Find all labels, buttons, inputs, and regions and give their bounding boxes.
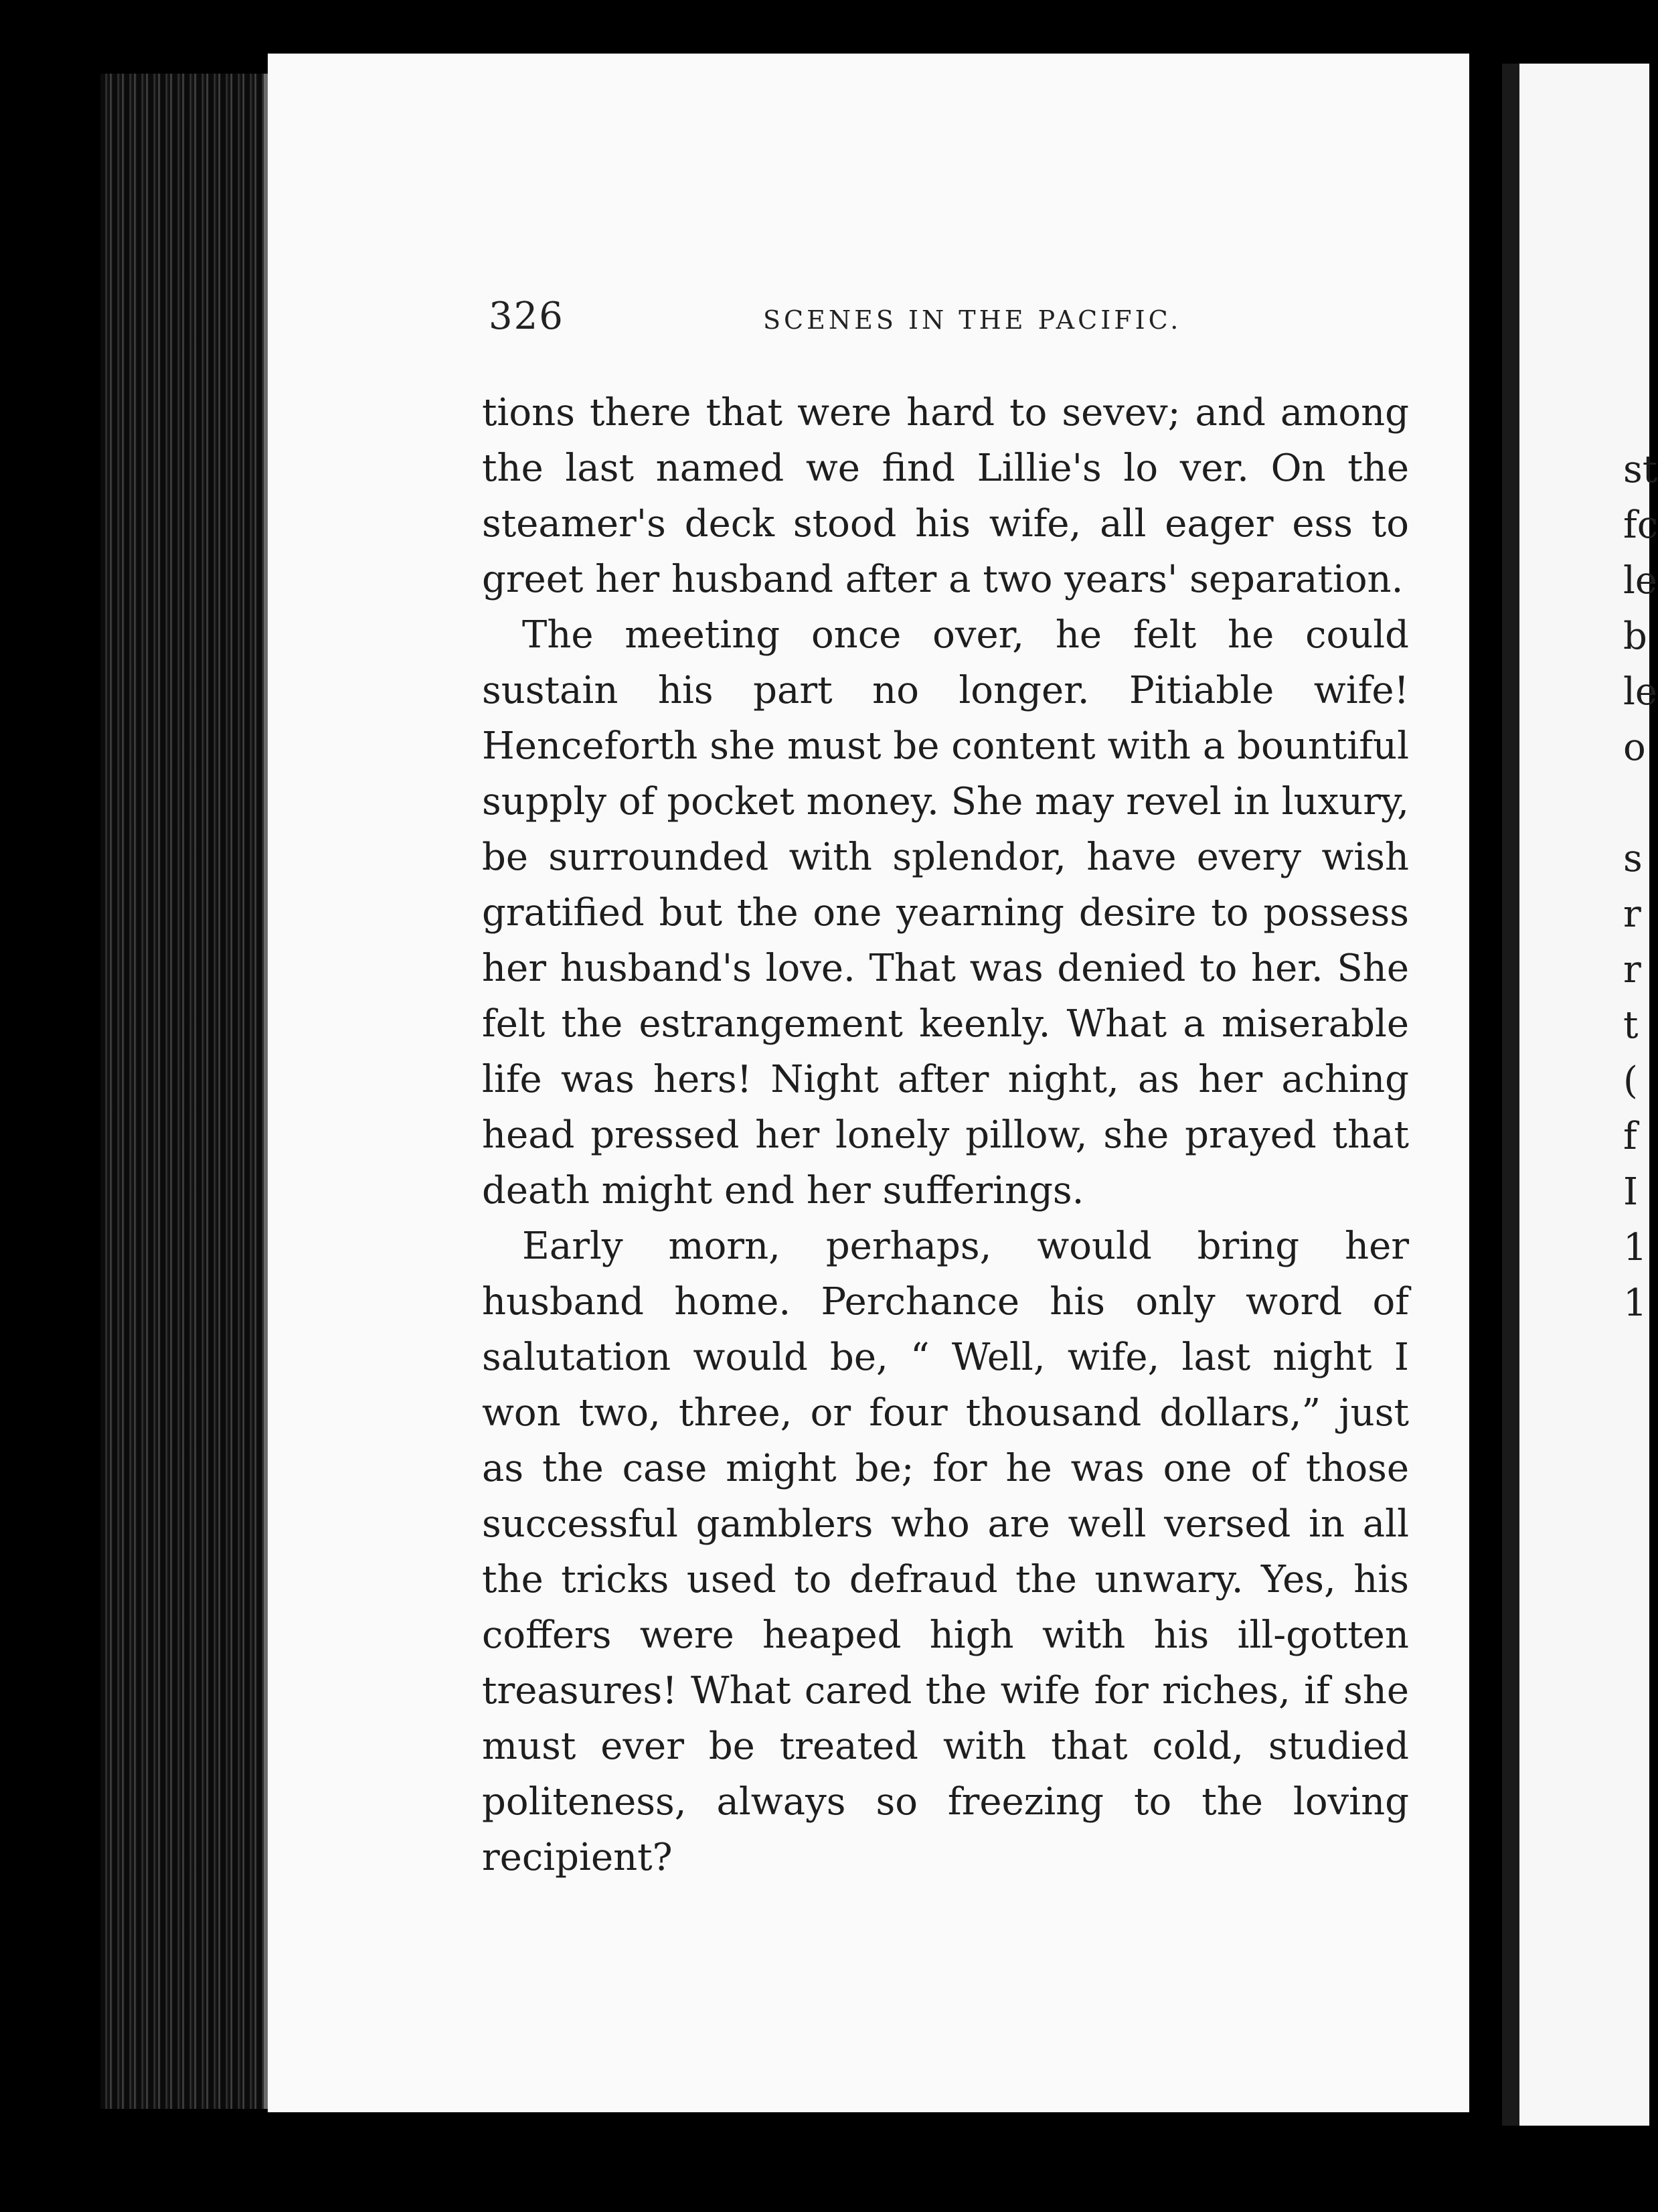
text-fragment: r xyxy=(1623,892,1641,936)
paragraph: The meeting once over, he felt he could sustain his part no longer. Pitiable wife! Henceforth she must be content with a bountiful supply of pocket money. She may revel in luxury, be surrounded with splendor, have every wish gratified but the one yearning desire to possess her husband's love. That was denied to her. She felt the estrangement keenly. What a miserable life was hers! Night after night, as her aching head pressed her lonely pillow, she prayed that death might end her sufferings. xyxy=(482,613,1409,1212)
text-fragment: r xyxy=(1623,948,1641,992)
page-header xyxy=(489,295,1426,348)
text-fragment: le xyxy=(1623,670,1658,714)
text-fragment: I xyxy=(1623,1170,1639,1214)
text-fragment: t xyxy=(1623,1004,1639,1047)
paragraph: Early morn, perhaps, would bring her husband home. Perchance his only word of salutation would be, “ Well, wife, last night I won two, three, or four thousand dollars,” just as the case might be; for he was one of those successful gamblers who are well versed in all the tricks used to defraud the unwary. Yes, his coffers were heaped high with his ill-gotten treasures! What cared the wife for riches, if she must ever be treated with that cold, studied politeness, always so freezing to the loving recipient? xyxy=(482,1224,1409,1879)
text-fragment: ( xyxy=(1623,1059,1638,1103)
body-text xyxy=(482,385,1409,1885)
text-fragment xyxy=(1623,775,1658,831)
text-fragment: 1 xyxy=(1623,1226,1647,1269)
text-fragment: le xyxy=(1623,559,1658,603)
paragraph: tions there that were hard to sevev; and among the last named we find Lillie's lo ver. On the steamer's deck stood his wife, all eager ess to greet her husband after a two years' separation. xyxy=(482,391,1409,601)
text-fragment: st xyxy=(1623,448,1658,491)
text-fragment: 1 xyxy=(1623,1281,1647,1325)
text-fragment: s xyxy=(1623,837,1643,880)
text-fragment: o xyxy=(1623,726,1646,769)
text-fragment: fc xyxy=(1623,503,1658,547)
running-title: SCENES IN THE PACIFIC. xyxy=(763,305,1182,335)
right-page-text-fragments xyxy=(1623,442,1658,1331)
page-edge-stack xyxy=(100,74,274,2109)
page-number: 326 xyxy=(489,295,564,338)
text-fragment: f xyxy=(1623,1115,1637,1158)
text-fragment: b xyxy=(1623,615,1647,658)
